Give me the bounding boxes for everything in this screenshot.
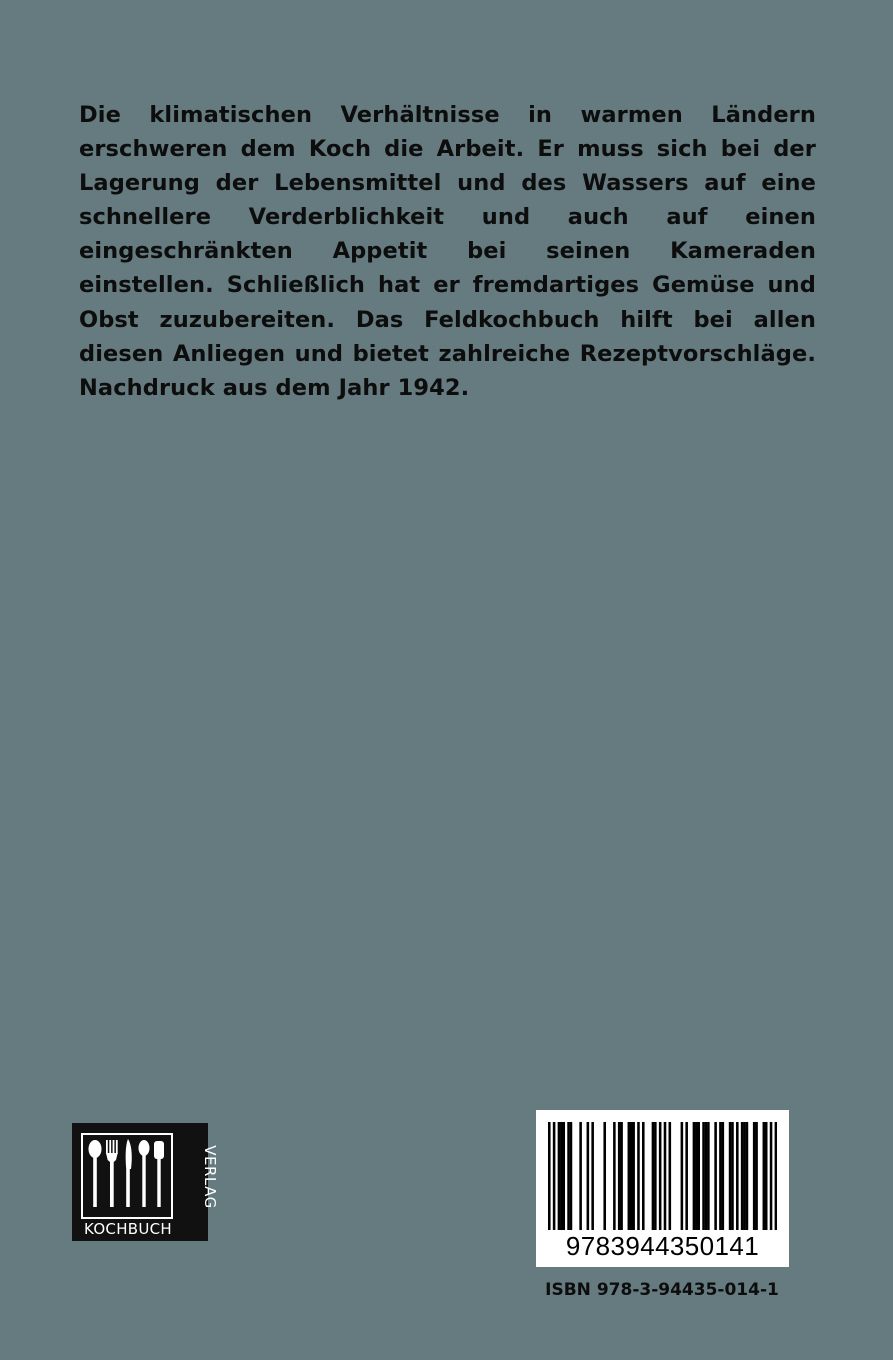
barcode-bar <box>681 1122 684 1230</box>
spoon-handle <box>93 1155 97 1207</box>
barcode-bar <box>770 1122 773 1230</box>
barcode-bar <box>741 1122 744 1230</box>
barcode-bar <box>743 1122 746 1230</box>
barcode-bar <box>736 1122 739 1230</box>
barcode-bar <box>560 1122 563 1230</box>
fork-tine <box>109 1140 111 1154</box>
barcode-bar <box>587 1122 590 1230</box>
barcode-bar <box>765 1122 768 1230</box>
barcode-bar <box>562 1122 565 1230</box>
barcode-bar <box>755 1122 758 1230</box>
barcode-bar <box>548 1122 551 1230</box>
barcode-bar <box>697 1122 700 1230</box>
barcode <box>536 1110 789 1267</box>
barcode-bar <box>729 1122 732 1230</box>
barcode-bar <box>652 1122 655 1230</box>
barcode-bar <box>775 1122 777 1230</box>
barcode-bar <box>630 1122 633 1230</box>
cutlery-icon <box>83 1135 171 1217</box>
barcode-bar <box>685 1122 688 1230</box>
spoon-handle <box>142 1154 145 1207</box>
barcode-bar <box>669 1122 672 1230</box>
fork-tine <box>106 1140 108 1154</box>
barcode-bar <box>553 1122 556 1230</box>
barcode-bar <box>632 1122 635 1230</box>
barcode-digits: 9783944350141 <box>565 1231 760 1261</box>
barcode-bar <box>731 1122 734 1230</box>
barcode-bar <box>642 1122 645 1230</box>
barcode-bar <box>591 1122 594 1230</box>
fork-icon <box>106 1153 118 1207</box>
barcode-bar <box>603 1122 606 1230</box>
barcode-bar <box>707 1122 710 1230</box>
barcode-bar <box>654 1122 657 1230</box>
barcode-bar <box>753 1122 756 1230</box>
isbn-label: ISBN 978-3-94435-014-1 <box>545 1280 779 1300</box>
barcode-bar <box>722 1122 725 1230</box>
barcode-bar <box>618 1122 621 1230</box>
barcode-bar <box>637 1122 640 1230</box>
spatula-icon <box>154 1141 164 1159</box>
barcode-bar <box>714 1122 717 1230</box>
logo-sub-wordmark: VERLAG <box>201 1145 219 1209</box>
fork-tine <box>113 1140 115 1154</box>
barcode-icon <box>548 1122 777 1230</box>
barcode-bar <box>763 1122 766 1230</box>
barcode-bar <box>705 1122 708 1230</box>
barcode-bar <box>664 1122 667 1230</box>
barcode-bar <box>695 1122 698 1230</box>
publisher-logo <box>72 1123 219 1241</box>
barcode-bar <box>693 1122 696 1230</box>
knife-icon <box>126 1139 132 1207</box>
barcode-bar <box>558 1122 561 1230</box>
barcode-bar <box>719 1122 722 1230</box>
barcode-bar <box>579 1122 582 1230</box>
barcode-bar <box>570 1122 573 1230</box>
barcode-bar <box>567 1122 570 1230</box>
barcode-bar <box>613 1122 616 1230</box>
logo-frame <box>81 1133 173 1219</box>
back-cover-blurb: Die klimatischen Verhältnisse in warmen Ländern erschweren dem Koch die Arbeit. Er muss sich bei der Lagerung der Lebensmittel und des Wassers auf eine schnellere Verderblichkeit und auch auf einen eingeschränkten Appetit bei seinen Kameraden einstellen. Schließlich hat er fremdartiges Gemüse und Obst zuzubereiten. Das Feldkochbuch hilft bei allen diesen Anliegen und bietet zahlreiche Rezeptvorschläge. Nachdruck aus dem Jahr 1942. <box>79 102 816 401</box>
spoon-icon <box>139 1140 150 1156</box>
barcode-bar <box>659 1122 662 1230</box>
barcode-bar <box>620 1122 623 1230</box>
barcode-bar <box>628 1122 631 1230</box>
logo-wordmark: KOCHBUCH <box>84 1220 172 1238</box>
barcode-bar <box>702 1122 705 1230</box>
fork-tine <box>116 1140 118 1154</box>
spatula-handle <box>157 1157 160 1207</box>
barcode-bar <box>746 1122 749 1230</box>
